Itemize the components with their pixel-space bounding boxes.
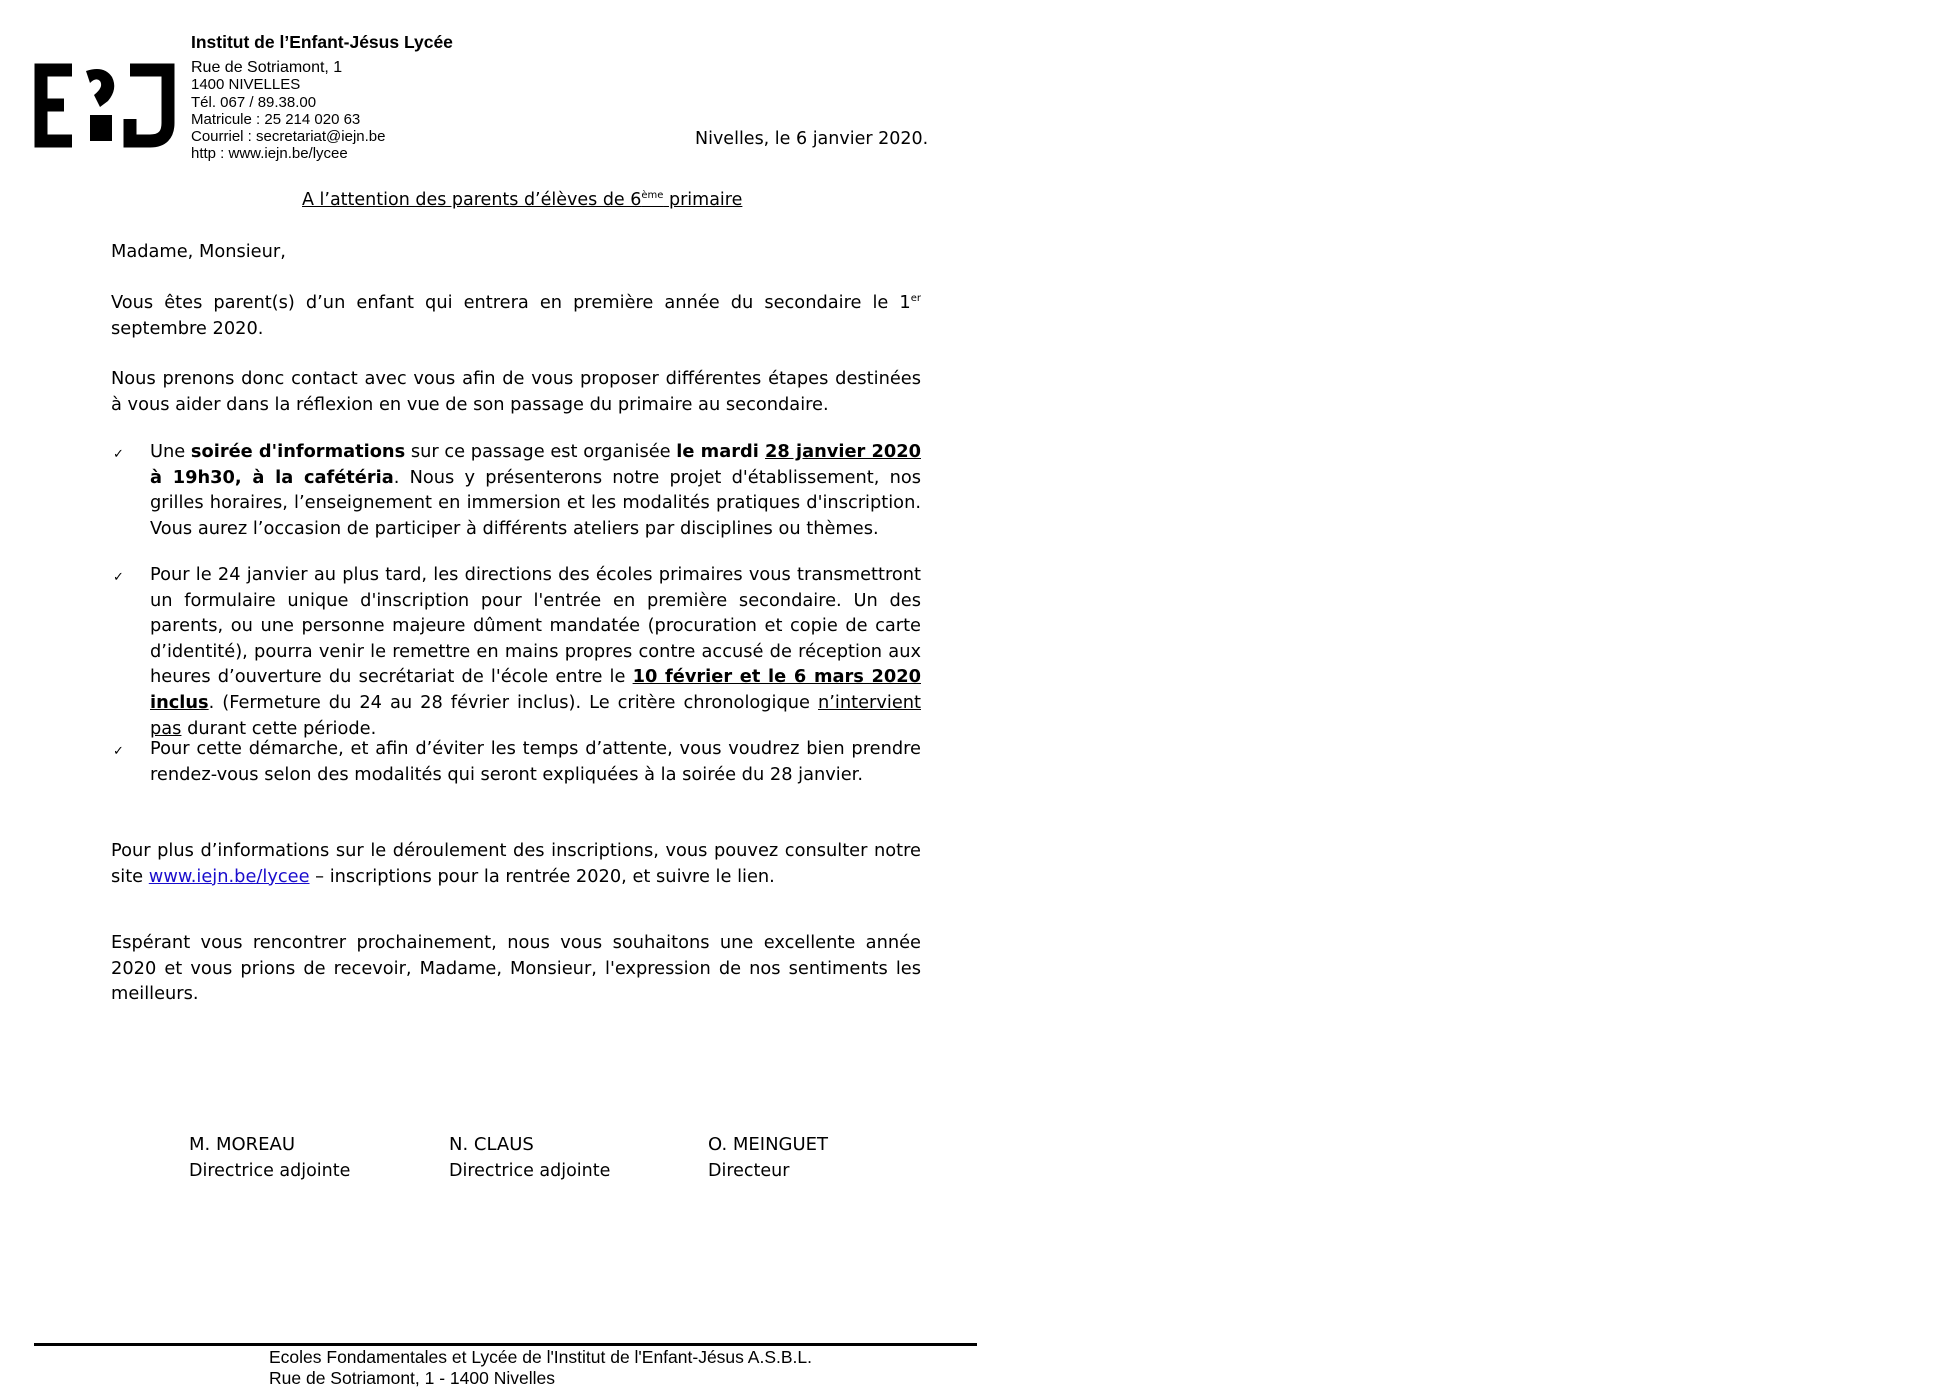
signature-name: M. MOREAU bbox=[189, 1134, 296, 1155]
bullet-info-evening: Une soirée d'informations sur ce passage est organisée le mardi 28 janvier 2020 à 19h30, à la cafétéria. Nous y présenterons notre projet d'établissement, nos grilles horaires, l’enseignement en immersion et les modalités pratiques d'inscription. Vous aurez l’occasion de participer à différents ateliers par disciplines ou thèmes. bbox=[150, 441, 921, 539]
contact-paragraph: Nous prenons donc contact avec vous afin de vous proposer différentes étapes destinées à vous aider dans la réflexion en vue de son passage du primaire au secondaire. bbox=[111, 368, 921, 415]
intro-paragraph: Vous êtes parent(s) d’un enfant qui entrera en première année du secondaire le 1er septembre 2020. bbox=[111, 292, 921, 339]
website-link[interactable]: www.iejn.be/lycee bbox=[148, 865, 310, 887]
address-city: 1400 NIVELLES bbox=[191, 76, 301, 94]
school-logo bbox=[34, 63, 176, 148]
address-street: Rue de Sotriamont, 1 bbox=[191, 59, 343, 76]
footer bbox=[269, 1347, 812, 1389]
signature-block-1 bbox=[189, 1134, 350, 1181]
check-icon: ✓ bbox=[113, 570, 124, 585]
bullet-appointment: Pour cette démarche, et afin d’éviter les temps d’attente, vous voudrez bien prendre rendez-vous selon des modalités qui seront expliquées à la soirée du 28 janvier. bbox=[150, 738, 921, 785]
bullet-registration-form: Pour le 24 janvier au plus tard, les directions des écoles primaires vous transmettront un formulaire unique d'inscription pour l'entrée en première secondaire. Un des parents, ou une personne majeure dûment mandatée (procuration et copie de carte d’identité), pourra venir le remettre en mains propres contre accusé de réception aux heures d’ouverture du secrétariat de l'école entre le 10 février et le 6 mars 2020 inclus. (Fermeture du 24 au 28 février inclus). Le critère chronologique n’intervient pas durant cette période. bbox=[150, 564, 921, 739]
address-phone: Tél. 067 / 89.38.00 bbox=[191, 93, 317, 111]
check-icon: ✓ bbox=[113, 447, 124, 462]
check-icon: ✓ bbox=[113, 744, 124, 759]
signature-role: Directrice adjointe bbox=[189, 1161, 351, 1181]
address-email: Courriel : secretariat@iejn.be bbox=[191, 128, 386, 146]
more-info-paragraph: Pour plus d’informations sur le déroulement des inscriptions, vous pouvez consulter notre site www.iejn.be/lycee – inscriptions pour la rentrée 2020, et suivre le lien. bbox=[111, 840, 921, 887]
signature-block-3 bbox=[708, 1134, 828, 1181]
attention-line: A l’attention des parents d’élèves de 6ème primaire bbox=[302, 190, 743, 210]
footer-address: Rue de Sotriamont, 1 - 1400 Nivelles bbox=[269, 1368, 555, 1388]
letter-date: Nivelles, le 6 janvier 2020. bbox=[695, 129, 929, 149]
signature-name: O. MEINGUET bbox=[708, 1134, 829, 1155]
footer-divider bbox=[34, 1343, 977, 1346]
footer-organization: Ecoles Fondamentales et Lycée de l'Institut de l'Enfant-Jésus A.S.B.L. bbox=[269, 1347, 813, 1367]
signature-name: N. CLAUS bbox=[449, 1134, 534, 1155]
signature-role: Directrice adjointe bbox=[449, 1161, 611, 1181]
school-name: Institut de l’Enfant-Jésus Lycée bbox=[191, 32, 453, 52]
closing-paragraph: Espérant vous rencontrer prochainement, nous vous souhaitons une excellente année 2020 et vous prions de recevoir, Madame, Monsieur, l'expression de nos sentiments les meilleurs. bbox=[111, 932, 921, 1005]
signature-block-2 bbox=[449, 1134, 610, 1181]
signature-role: Directeur bbox=[708, 1161, 790, 1181]
address-website: http : www.iejn.be/lycee bbox=[191, 145, 348, 163]
school-address-block bbox=[191, 59, 385, 163]
address-matricule: Matricule : 25 214 020 63 bbox=[191, 110, 361, 128]
greeting: Madame, Monsieur, bbox=[111, 241, 286, 262]
